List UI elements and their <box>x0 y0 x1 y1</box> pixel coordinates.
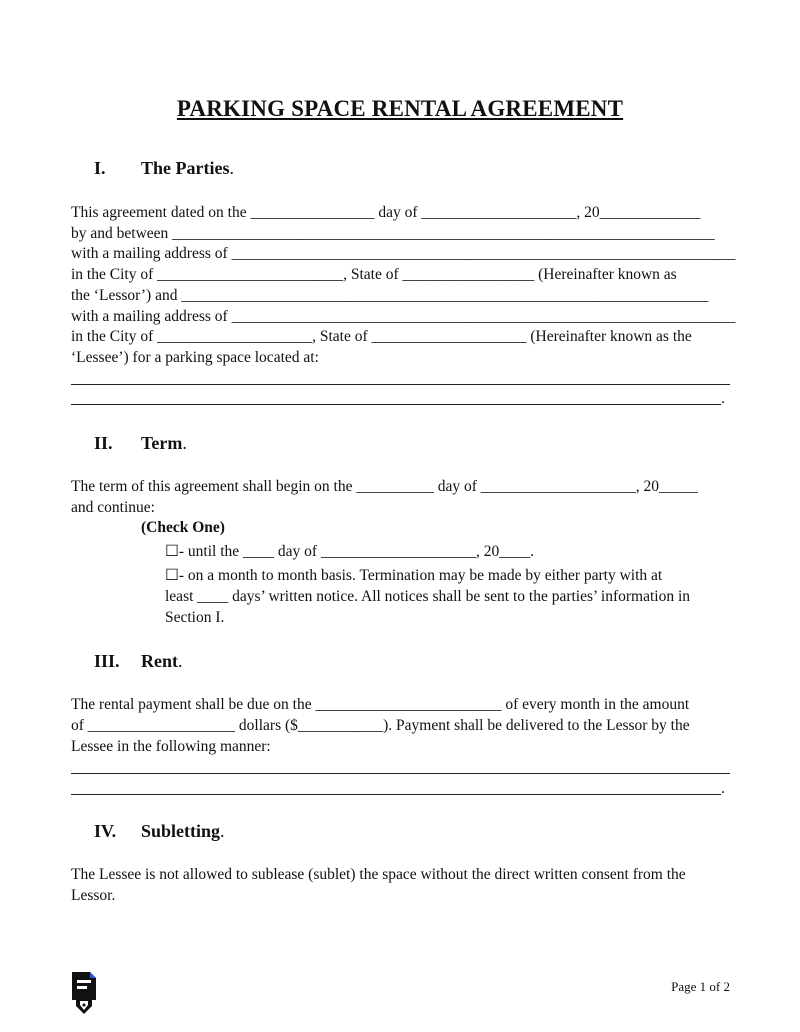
section-heading-parties <box>94 158 234 179</box>
term-option-section-ref: Section I. <box>165 609 225 626</box>
parking-location-blank-line <box>71 384 730 385</box>
section-title: Subletting <box>141 821 221 841</box>
parties-line-1: This agreement dated on the ________________ day of ____________________, 20_____________ <box>71 204 701 221</box>
term-line-1: The term of this agreement shall begin on the __________ day of ____________________, 20_____ <box>71 478 698 495</box>
rent-line-3: Lessee in the following manner: <box>71 738 271 755</box>
subletting-line-1: The Lessee is not allowed to sublease (sublet) the space without the direct written consent from the <box>71 866 686 883</box>
parties-line-7: in the City of ____________________, State of ____________________ (Hereinafter known as the <box>71 328 692 345</box>
section-title: The Parties <box>141 158 230 178</box>
parties-line-6: with a mailing address of _________________________________________________________________ <box>71 308 736 325</box>
payment-manner-blank-line <box>71 773 730 774</box>
term-option-notice: least ____ days’ written notice. All notices shall be sent to the parties’ information in <box>165 588 691 605</box>
section-number: III. <box>94 651 120 671</box>
rent-end-period: . <box>721 780 725 797</box>
rent-line-1: The rental payment shall be due on the ________________________ of every month in the amount <box>71 696 690 713</box>
section-period: . <box>178 651 183 671</box>
section-period: . <box>229 158 234 178</box>
section-heading-subletting <box>94 821 225 842</box>
section-period: . <box>182 433 187 453</box>
section-title: Rent <box>141 651 178 671</box>
parties-end-period: . <box>721 390 725 407</box>
check-one-label: (Check One) <box>141 519 225 536</box>
section-number: II. <box>94 433 113 453</box>
section-number: I. <box>94 158 106 178</box>
parking-location-blank-line <box>71 404 721 405</box>
document-pen-logo-icon <box>70 970 100 1016</box>
term-option-month-to-month: ☐- on a month to month basis. Termination may be made by either party with at <box>165 567 663 584</box>
parties-line-4: in the City of ________________________, State of _________________ (Hereinafter known as <box>71 266 677 283</box>
rent-line-2: of ___________________ dollars ($___________). Payment shall be delivered to the Lessor by the <box>71 717 690 734</box>
subletting-line-2: Lessor. <box>71 887 116 904</box>
payment-manner-blank-line <box>71 794 721 795</box>
parties-line-2: by and between ______________________________________________________________________ <box>71 225 715 242</box>
parties-line-3: with a mailing address of _________________________________________________________________ <box>71 245 736 262</box>
parties-line-8: ‘Lessee’) for a parking space located at: <box>71 349 319 366</box>
section-heading-term <box>94 433 187 454</box>
term-line-2: and continue: <box>71 499 155 516</box>
page-number: Page 1 of 2 <box>671 979 730 994</box>
term-option-until: ☐- until the ____ day of ____________________, 20____. <box>165 543 535 560</box>
section-number: IV. <box>94 821 117 841</box>
section-title: Term <box>141 433 183 453</box>
parties-line-5: the ‘Lessor’) and ____________________________________________________________________ <box>71 287 709 304</box>
section-heading-rent <box>94 651 183 672</box>
document-title: PARKING SPACE RENTAL AGREEMENT <box>176 96 624 121</box>
section-period: . <box>220 821 225 841</box>
